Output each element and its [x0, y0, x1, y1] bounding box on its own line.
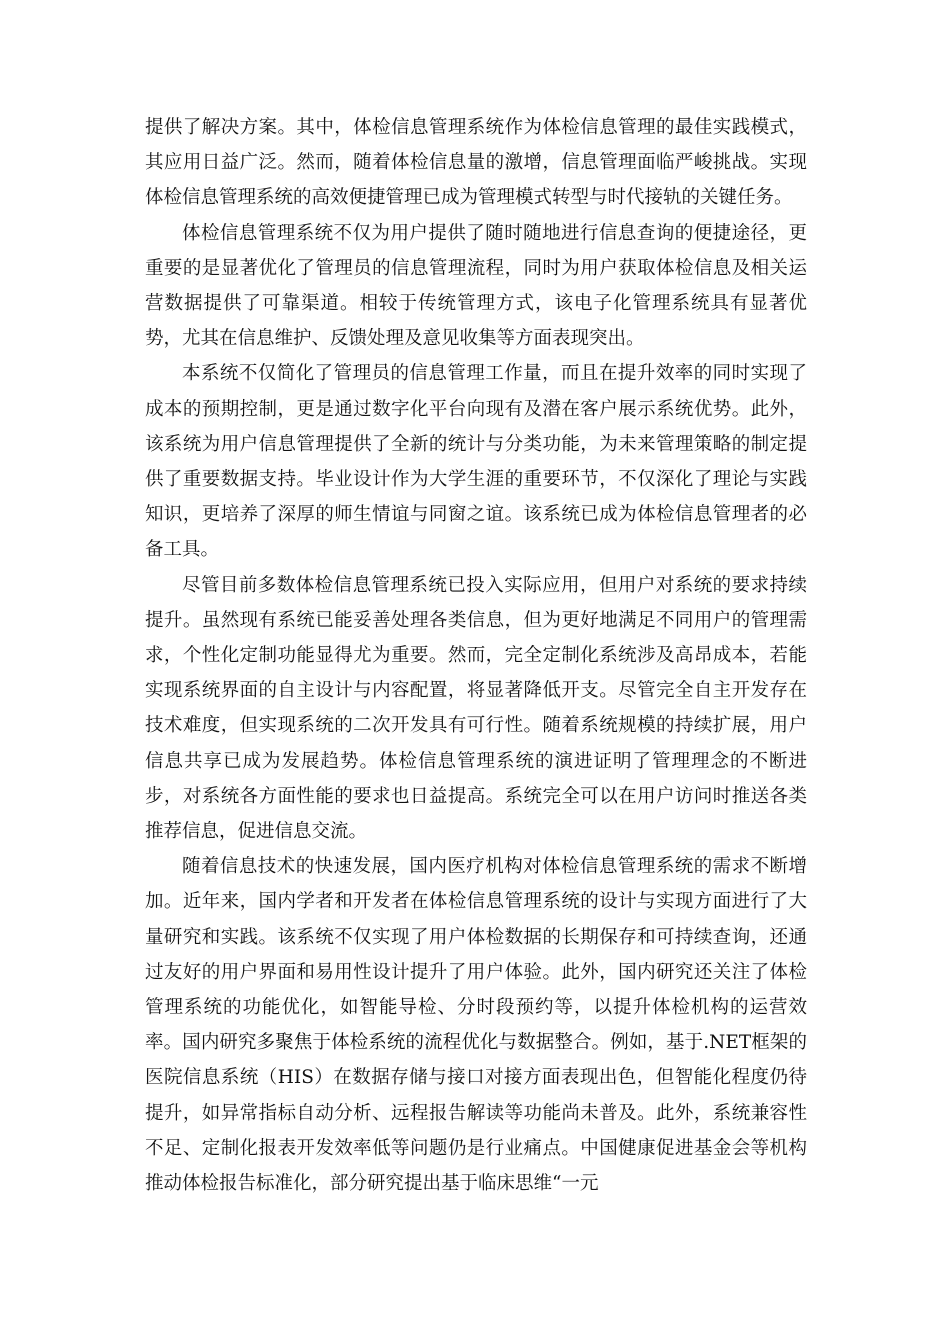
- paragraph-5: 随着信息技术的快速发展，国内医疗机构对体检信息管理系统的需求不断增加。近年来，国内学者和开发者在体检信息管理系统的设计与实现方面进行了大量研究和实践。该系统不仅实现了用户体检数据的长期保存和可持续查询，还通过友好的用户界面和易用性设计提升了用户体验。此外，国内研究还关注了体检管理系统的功能优化，如智能导检、分时段预约等，以提升体检机构的运营效率。国内研究多聚焦于体检系统的流程优化与数据整合。例如，基于.NET框架的医院信息系统（HIS）在数据存储与接口对接方面表现出色，但智能化程度仍待提升，如异常指标自动分析、远程报告解读等功能尚未普及。此外，系统兼容性不足、定制化报表开发效率低等问题仍是行业痛点。中国健康促进基金会等机构推动体检报告标准化，部分研究提出基于临床思维“一元: [145, 856, 807, 1195]
- document-body: [145, 110, 807, 1201]
- paragraph-2: 体检信息管理系统不仅为用户提供了随时随地进行信息查询的便捷途径，更重要的是显著优化了管理员的信息管理流程，同时为用户获取体检信息及相关运营数据提供了可靠渠道。相较于传统管理方式，该电子化管理系统具有显著优势，尤其在信息维护、反馈处理及意见收集等方面表现突出。: [145, 222, 807, 350]
- paragraph-3: 本系统不仅简化了管理员的信息管理工作量，而且在提升效率的同时实现了成本的预期控制，更是通过数字化平台向现有及潜在客户展示系统优势。此外，该系统为用户信息管理提供了全新的统计与分类功能，为未来管理策略的制定提供了重要数据支持。毕业设计作为大学生涯的重要环节，不仅深化了理论与实践知识，更培养了深厚的师生情谊与同窗之谊。该系统已成为体检信息管理者的必备工具。: [145, 363, 807, 561]
- paragraph-4: 尽管目前多数体检信息管理系统已投入实际应用，但用户对系统的要求持续提升。虽然现有系统已能妥善处理各类信息，但为更好地满足不同用户的管理需求，个性化定制功能显得尤为重要。然而，完全定制化系统涉及高昂成本，若能实现系统界面的自主设计与内容配置，将显著降低开支。尽管完全自主开发存在技术难度，但实现系统的二次开发具有可行性。随着系统规模的持续扩展，用户信息共享已成为发展趋势。体检信息管理系统的演进证明了管理理念的不断进步，对系统各方面性能的要求也日益提高。系统完全可以在用户访问时推送各类推荐信息，促进信息交流。: [145, 574, 807, 843]
- paragraph-1: 提供了解决方案。其中，体检信息管理系统作为体检信息管理的最佳实践模式，其应用日益广泛。然而，随着体检信息量的激增，信息管理面临严峻挑战。实现体检信息管理系统的高效便捷管理已成为管理模式转型与时代接轨的关键任务。: [145, 117, 807, 209]
